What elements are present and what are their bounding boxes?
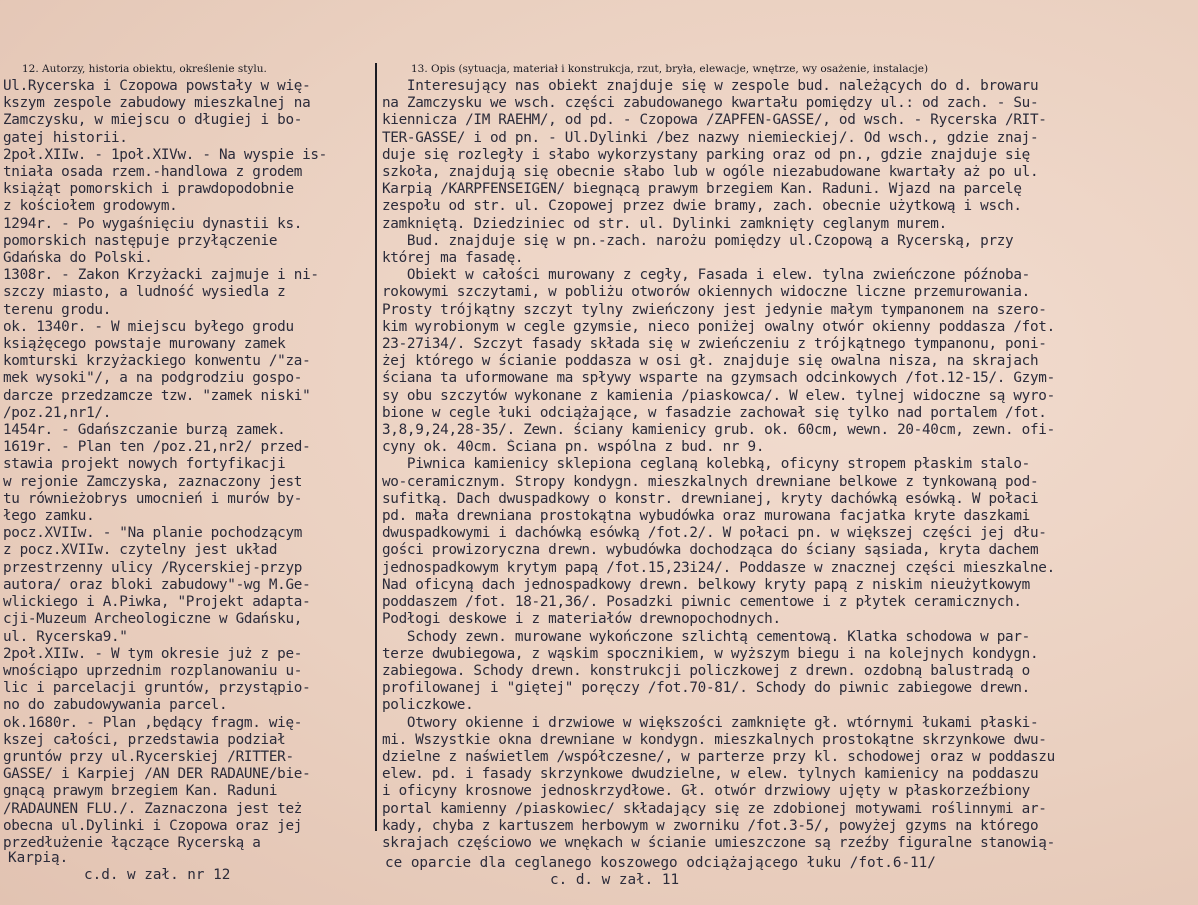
text-line: 23-27i34/. Szczyt fasady składa się w zwieńczeniu z trójkątnego tympanonu, poni-: [382, 336, 1047, 353]
text-line: pocz.XVIIw. - "Na planie pochodzącym: [3, 525, 303, 542]
text-line: przedłużenie łączące Rycerską a: [3, 834, 261, 851]
text-line: Interesujący nas obiekt znajduje się w zespole bud. należących do d. browaru: [382, 78, 1039, 94]
text-line: gatej historii.: [3, 129, 128, 146]
text-line: kady, chyba z kartuszem herbowym w zworniku /fot.3-5/, powyżej gzyms na którego: [382, 817, 1039, 834]
text-line: mi. Wszystkie okna drewniane w kondygn. mieszkalnych prostokątne skrzynkowe dwu-: [382, 731, 1047, 748]
description-column: [382, 78, 1194, 852]
text-line: stawia projekt nowych fortyfikacji: [3, 456, 286, 473]
text-line: książęcego powstaje murowany zamek: [3, 336, 286, 353]
text-line: darcze przedzamcze tzw. "zamek niski": [3, 387, 311, 404]
text-line: TER-GASSE/ i od pn. - Ul.Dylinki /bez nazwy niemieckiej/. Od wsch., gdzie znaj-: [382, 129, 1039, 146]
text-line: wo-ceramicznym. Stropy kondygn. mieszkalnych drewniane belkowe z tynkowaną pod-: [382, 473, 1039, 490]
text-line: Prosty trójkątny szczyt tylny zwieńczony jest jedynie małym tympanonem na szero-: [382, 301, 1047, 318]
text-line: dzielne z naświetlem /współczesne/, w parterze przy kl. schodowej oraz w poddaszu: [382, 748, 1055, 765]
text-line: w rejonie Zamczyska, zaznaczony jest: [3, 473, 303, 490]
text-line: rokowymi szczytami, w pobliżu otworów okiennych widoczne liczne przemurowania.: [382, 284, 1030, 301]
text-line: skrajach częściowo we wnękach w ścianie umieszczone są rzeźby figuralne stanowią-: [382, 834, 1055, 851]
text-line: wnościąpo uprzednim rozplanowaniu u-: [3, 662, 303, 679]
text-line: gnącą prawym brzegiem Kan. Raduni: [3, 783, 278, 800]
text-line: no do zabudowywania parcel.: [3, 697, 228, 714]
text-line: policzkowe.: [382, 697, 474, 714]
text-line: na Zamczysku we wsch. części zabudowanego kwartału pomiędzy ul.: od zach. - Su-: [382, 95, 1039, 112]
text-line: portal kamienny /piaskowiec/ składający się ze zdobionej motywami roślinnymi ar-: [382, 800, 1047, 817]
text-line: gości prowizoryczna drewn. wybudówka dochodząca do ściany sąsiada, kryta dachem: [382, 542, 1039, 559]
text-line: pomorskich następuje przyłączenie: [3, 232, 278, 249]
text-line: profilowanej i "giętej" poręczy /fot.70-81/. Schody do piwnic zabiegowe drewn.: [382, 680, 1030, 697]
text-line: 2poł.XIIw. - W tym okresie już z pe-: [3, 645, 303, 662]
left-continuation-note: c.d. w zał. nr 12: [84, 867, 231, 883]
text-line: cji-Muzeum Archeologiczne w Gdańsku,: [3, 611, 303, 628]
text-line: pd. mała drewniana prostokątna wybudówka oraz murowana facjatka kryte daszkami: [382, 508, 1030, 525]
text-line: Karpią /KARPFENSEIGEN/ biegnącą prawym brzegiem Kan. Raduni. Wjazd na parcelę: [382, 181, 1022, 198]
text-line: z pocz.XVIIw. czytelny jest układ: [3, 542, 278, 559]
text-line: Zamczysku, w miejscu o długiej i bo-: [3, 112, 303, 129]
text-line: dwuspadkowymi i dachówką esówką /fot.2/. W połaci pn. w większej części jej dłu-: [382, 525, 1047, 542]
text-line: Bud. znajduje się w pn.-zach. narożu pomiędzy ul.Czopową a Rycerską, przy: [382, 232, 1014, 249]
text-line: książąt pomorskich i prawdopodobnie: [3, 181, 294, 198]
text-line: Ul.Rycerska i Czopowa powstały w wię-: [3, 78, 311, 94]
text-line: 1454r. - Gdańszczanie burzą zamek.: [3, 422, 286, 439]
text-line: szczy miasto, a ludność wysiedla z: [3, 284, 286, 301]
text-line: Obiekt w całości murowany z cegły, Fasada i elew. tylna zwieńczone późnoba-: [382, 267, 1030, 284]
text-line: duje się rozległy i słabo wykorzystany parking oraz od pn., gdzie znajduje się: [382, 146, 1030, 163]
text-line: Otwory okienne i drzwiowe w większości zamknięte gł. wtórnymi łukami płaski-: [382, 714, 1039, 731]
text-line: kszej całości, przedstawia podział: [3, 731, 286, 748]
text-line: ściana ta uformowane ma spływy wsparte na gzymsach odcinkowych /fot.12-15/. Gzym-: [382, 370, 1055, 387]
text-line: bione w cegle łuki odciążające, w fasadzie zachował się tylko nad portalem /fot.: [382, 404, 1047, 421]
right-footer-text: ce oparcie dla ceglanego koszowego odciążającego łuku /fot.6-11/: [385, 855, 936, 871]
text-line: ok. 1340r. - W miejscu byłego grodu: [3, 318, 294, 335]
text-line: jednospadkowym krytym papą /fot.15,23i24/. Poddasze w znacznej części mieszkalne.: [382, 559, 1055, 576]
text-line: tu równieżobrys umocnień i murów by-: [3, 490, 303, 507]
text-line: Podłogi deskowe i z materiałów drewnopochodnych.: [382, 611, 781, 628]
text-line: sufitką. Dach dwuspadkowy o konstr. drewnianej, kryty dachówką esówką. W połaci: [382, 490, 1039, 507]
text-line: ul. Rycerska9.": [3, 628, 128, 645]
text-line: Schody zewn. murowane wykończone szlichtą cementową. Klatka schodowa w par-: [382, 628, 1030, 645]
text-line: 1308r. - Zakon Krzyżacki zajmuje i ni-: [3, 267, 319, 284]
text-line: kim wyrobionym w cegle gzymsie, nieco poniżej owalny otwór okienny poddasza /fot.: [382, 318, 1055, 335]
text-line: szkoła, znajdują się obecnie słabo lub w ogóle niezabudowane kwartały aż po ul.: [382, 164, 1039, 181]
text-line: /RADAUNEN FLU./. Zaznaczona jest też: [3, 800, 303, 817]
text-line: zabiegowa. Schody drewn. konstrukcji policzkowej z drewn. ozdobną balustradą o: [382, 662, 1030, 679]
text-line: Gdańska do Polski.: [3, 250, 153, 267]
text-line: sy obu szczytów wykonane z kamienia /piaskowca/. W elew. tylnej widoczne są wyro-: [382, 387, 1055, 404]
text-line: i oficyny krosnowe jednoskrzydłowe. Gł. otwór drzwiowy ujęty w płaskorzeźbiony: [382, 783, 1030, 800]
text-line: gruntów przy ul.Rycerskiej /RITTER-: [3, 748, 294, 765]
left-footer-text: Karpią.: [8, 850, 69, 866]
section-12-header: 12. Autorzy, historia obiektu, określenie stylu.: [22, 63, 267, 75]
text-line: autora/ oraz bloki zabudowy"-wg M.Ge-: [3, 576, 311, 593]
text-line: 3,8,9,24,28-35/. Zewn. ściany kamienicy grub. ok. 60cm, wewn. 20-40cm, zewn. ofi-: [382, 422, 1055, 439]
text-line: elew. pd. i fasady skrzynkowe dwudzielne, w elew. tylnych kamienicy na poddaszu: [382, 766, 1039, 783]
text-line: cyny ok. 40cm. Ściana pn. wspólna z bud. nr 9.: [382, 439, 765, 456]
text-line: której ma fasadę.: [382, 250, 524, 267]
text-line: komturski krzyżackiego konwentu /"za-: [3, 353, 311, 370]
text-line: zamkniętą. Dziedziniec od str. ul. Dylinki zamknięty ceglanym murem.: [382, 215, 947, 232]
column-divider: [375, 63, 377, 831]
text-line: 2poł.XIIw. - 1poł.XIVw. - Na wyspie is-: [3, 146, 327, 163]
text-line: kiennicza /IM RAEHM/, od pd. - Czopowa /ZAPFEN-GASSE/, od wsch. - Rycerska /RIT-: [382, 112, 1047, 129]
text-line: przestrzenny ulicy /Rycerskiej-przyp: [3, 559, 303, 576]
text-line: terenu grodu.: [3, 301, 111, 318]
text-line: wlickiego i A.Piwka, "Projekt adapta-: [3, 594, 311, 611]
right-continuation-note: c. d. w zał. 11: [550, 872, 680, 888]
text-line: poddaszem /fot. 18-21,36/. Posadzki piwnic cementowe i z płytek ceramicznych.: [382, 594, 1022, 611]
history-column: [3, 78, 371, 852]
text-line: Piwnica kamienicy sklepiona ceglaną kolebką, oficyny stropem płaskim stalo-: [382, 456, 1030, 473]
text-line: z kościołem grodowym.: [3, 198, 178, 215]
text-line: mek wysoki"/, a na podgrodziu gospo-: [3, 370, 303, 387]
text-line: 1294r. - Po wygaśnięciu dynastii ks.: [3, 215, 303, 232]
section-13-header: 13. Opis (sytuacja, materiał i konstrukcja, rzut, bryła, elewacje, wnętrze, wy osażenie, instalacje): [411, 63, 929, 75]
text-line: kszym zespole zabudowy mieszkalnej na: [3, 95, 311, 112]
text-line: GASSE/ i Karpiej /AN DER RADAUNE/bie-: [3, 766, 311, 783]
text-line: łego zamku.: [3, 508, 95, 525]
text-line: zespołu od str. ul. Czopowej przez dwie bramy, zach. obecnie użytkową i wsch.: [382, 198, 1022, 215]
text-line: żej którego w ścianie poddasza w osi gł. znajduje się owalna nisza, na skrajach: [382, 353, 1039, 370]
text-line: ok.1680r. - Plan ,będący fragm. wię-: [3, 714, 303, 731]
text-line: terze dwubiegowa, z wąskim spocznikiem, w wyższym biegu i na kolejnych kondygn.: [382, 645, 1039, 662]
text-line: tniała osada rzem.-handlowa z grodem: [3, 164, 303, 181]
text-line: obecna ul.Dylinki i Czopowa oraz jej: [3, 817, 303, 834]
text-line: lic i parcelacji gruntów, przystąpio-: [3, 680, 311, 697]
text-line: 1619r. - Plan ten /poz.21,nr2/ przed-: [3, 439, 311, 456]
text-line: Nad oficyną dach jednospadkowy drewn. belkowy kryty papą z niskim nieużytkowym: [382, 576, 1030, 593]
text-line: /poz.21,nr1/.: [3, 404, 111, 421]
